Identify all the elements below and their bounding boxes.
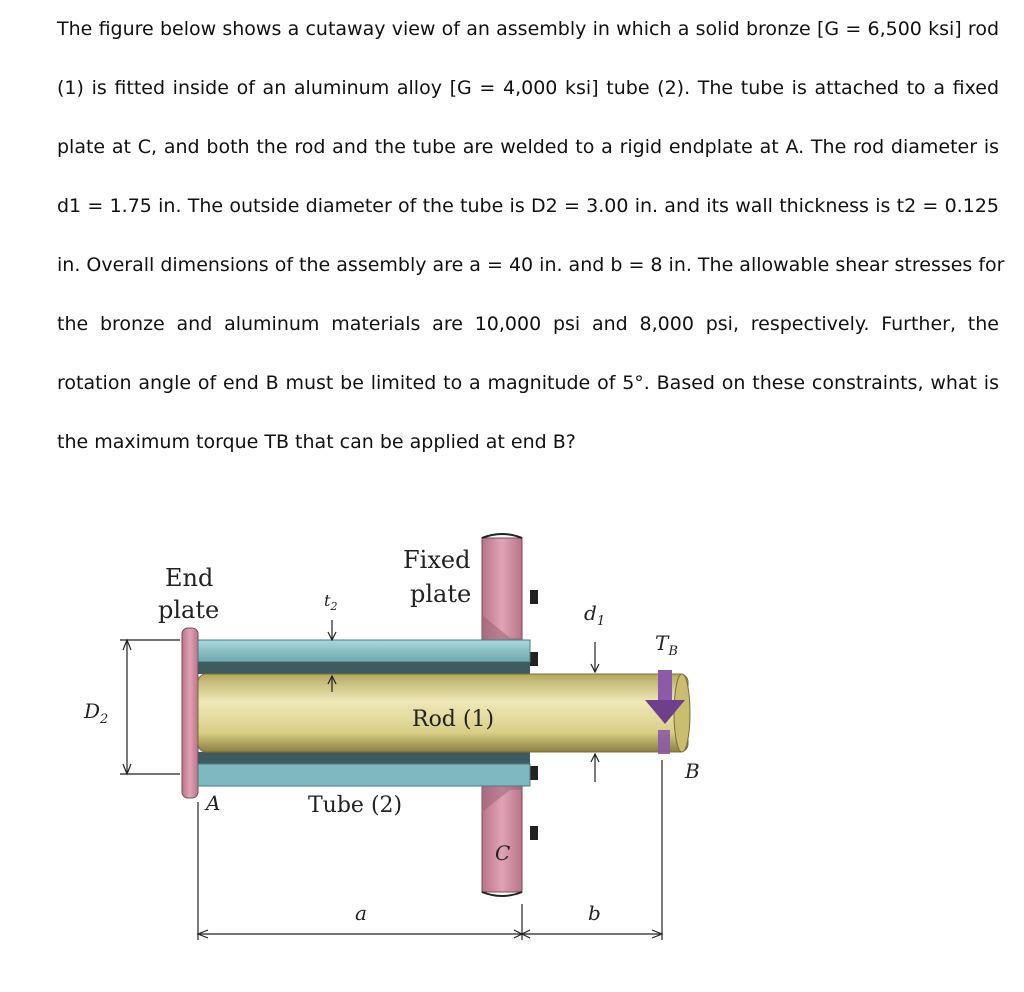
tb-label: $T_B$ <box>655 631 678 659</box>
problem-line-7: rotation angle of end B must be limited to a magnitude of 5°. Based on these constraints, what is <box>57 372 999 394</box>
t2-label: $t_2$ <box>324 591 338 613</box>
rod-label: Rod (1) <box>412 707 495 732</box>
end-plate-label-2: plate <box>158 596 220 624</box>
fixed-plate-label-2: plate <box>410 580 472 608</box>
label-b-length: b <box>588 901 601 925</box>
label-c-point: C <box>495 841 511 865</box>
tube-label: Tube (2) <box>308 793 403 818</box>
assembly-diagram <box>70 520 710 950</box>
label-a-length: a <box>355 901 367 925</box>
d2-label: $D_2$ <box>84 699 109 727</box>
problem-line-8: the maximum torque TB that can be applied at end B? <box>57 431 576 453</box>
end-plate <box>182 628 198 798</box>
bolt-3 <box>530 766 538 780</box>
bolt-2 <box>530 652 538 666</box>
problem-line-5: in. Overall dimensions of the assembly are a = 40 in. and b = 8 in. The allowable shear stresses for <box>57 254 1005 276</box>
problem-line-3: plate at C, and both the rod and the tube are welded to a rigid endplate at A. The rod diameter is <box>57 136 999 158</box>
bolt-4 <box>530 826 538 840</box>
assembly-figure <box>70 520 710 950</box>
problem-statement <box>57 0 1005 472</box>
problem-line-1: The figure below shows a cutaway view of an assembly in which a solid bronze [G = 6,500 ksi] rod <box>57 18 999 40</box>
bolt-1 <box>530 590 538 604</box>
end-plate-label-1: End <box>165 564 214 592</box>
d2-dimension <box>120 640 180 774</box>
problem-line-6: the bronze and aluminum materials are 10,000 psi and 8,000 psi, respectively. Further, the <box>57 313 999 335</box>
problem-line-4: d1 = 1.75 in. The outside diameter of the tube is D2 = 3.00 in. and its wall thickness is t2 = 0.125 <box>57 195 999 217</box>
label-a-point: A <box>206 791 221 815</box>
problem-line-2: (1) is fitted inside of an aluminum alloy [G = 4,000 ksi] tube (2). The tube is attached to a fixed <box>57 77 999 99</box>
fixed-plate-label-1: Fixed <box>403 546 471 574</box>
label-b-point: B <box>685 759 700 783</box>
d1-label: $d_1$ <box>584 601 606 629</box>
